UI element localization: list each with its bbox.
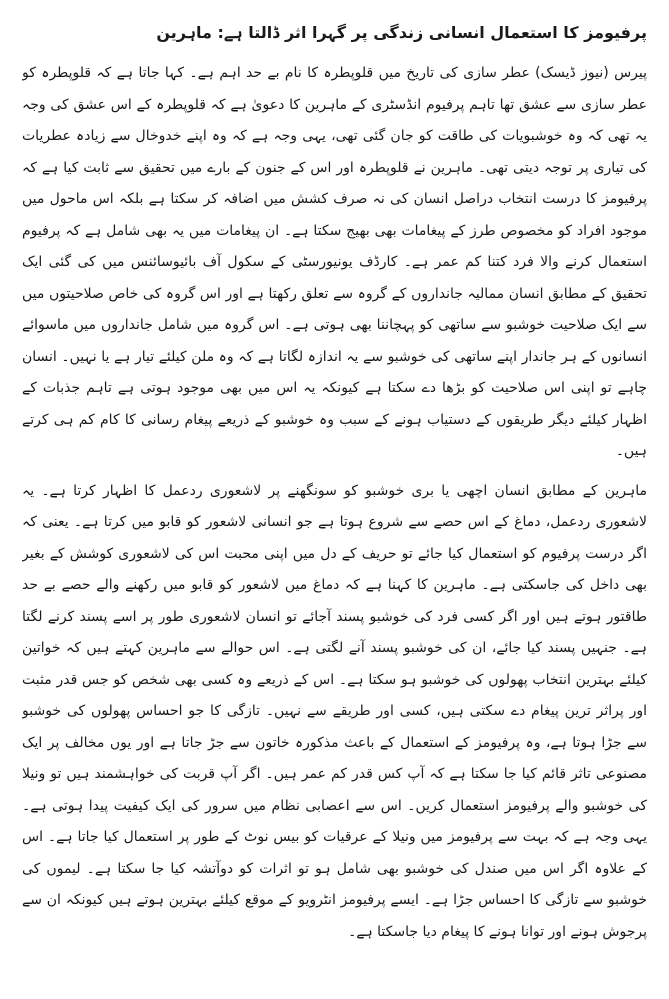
news-article [22, 22, 647, 989]
headline: پرفیومز کا استعمال انسانی زندگی پر گہرا اثر ڈالتا ہے: ماہرین [156, 23, 647, 42]
paragraph-2: ماہرین کے مطابق انسان اچھی یا بری خوشبو کو سونگھنے پر لاشعوری ردعمل کا اظہار کرتا ہے۔ یہ لاشعوری ردعمل، دماغ کے اس حصے سے شروع ہوتا ہے جو انسانی لاشعور کو قابو میں کرتا ہے۔ یعنی کہ اگر درست پرفیوم کو استعمال کیا جائے تو حریف کے دل میں اپنی محبت اس کی لاشعوری کوشش کے بغیر بھی داخل کی جاسکتی ہے۔ ماہرین کا کہنا ہے کہ دماغ میں لاشعور کو قابو میں رکھنے والے حصے بے حد طاقتور ہوتے ہیں اور اگر کسی فرد کی خوشبو پسند آجائے تو انسان لاشعوری طور پر اسے پسند کرنے لگتا ہے۔ جنہیں پسند کیا جائے، ان کی خوشبو پسند آنے لگتی ہے۔ اس حوالے سے ماہرین کہتے ہیں کہ خواتین کیلئے بہترین انتخاب پھولوں کی خوشبو ہو سکتا ہے۔ اس کے ذریعے وہ کسی بھی شخص کو جس قدر مثبت اور پراثر ترین پیغام دے سکتی ہیں، کسی اور طریقے سے نہیں۔ تازگی کا جو احساس پھولوں کی خوشبو سے جڑا ہوتا ہے، وہ پرفیومز کے استعمال کے باعث مذکورہ خاتون سے جڑ جاتا ہے اور یوں مخالف پر ایک مصنوعی تاثر قائم کیا جا سکتا ہے کہ آپ کس قدر کم عمر ہیں۔ اگر آپ قربت کی خواہشمند ہیں تو ونیلا کی خوشبو والے پرفیومز استعمال کریں۔ اس سے اعصابی نظام میں سرور کی ایک کیفیت پیدا ہوتی ہے۔ یہی وجہ ہے کہ بہت سے پرفیومز میں ونیلا کے عرقیات کو بیس نوٹ کے طور پر استعمال کیا جاتا ہے۔ اس کے علاوہ اگر اس میں صندل کی خوشبو بھی شامل ہو تو اثرات کو دوآتشہ کیا جا سکتا ہے۔ لیموں کی خوشبو سے تازگی کا احساس جڑا ہے۔ ایسے پرفیومز انٹرویو کے موقع کیلئے بہترین ہوتے ہیں کیونکہ ان سے پرجوش ہونے اور توانا ہونے کا پیغام دیا جاسکتا ہے۔ [22, 482, 647, 940]
paragraph-1: پیرس (نیوز ڈیسک) عطر سازی کی تاریخ میں قلوپطرہ کا نام بے حد اہم ہے۔ کہا جاتا ہے کہ قلوپطرہ کو عطر سازی سے عشق تھا تاہم پرفیوم انڈسٹری کے ماہرین کا دعویٰ ہے کہ قلوپطرہ کے اس عشق کی وجہ یہ تھی کہ وہ خوشبویات کی طاقت کو جان گئی تھی، یہی وجہ ہے کہ وہ اپنے خدوخال سے زیادہ عطریات کی تیاری پر توجہ دیتی تھی۔ ماہرین نے قلوپطرہ اور اس کے جنون کے بارے میں تحقیق سے ثابت کیا ہے کہ پرفیومز کا درست انتخاب دراصل انسان کی نہ صرف کشش میں اضافہ کر سکتا ہے بلکہ اس ماحول میں موجود افراد کو مخصوص طرز کے پیغامات بھی بھیج سکتا ہے۔ ان پیغامات میں یہ بھی شامل ہے کہ پرفیوم استعمال کرنے والا فرد کتنا کم عمر ہے۔ کارڈف یونیورسٹی کے سکول آف بائیوسائنس میں کی گئی ایک تحقیق کے مطابق انسان ممالیہ جانداروں کے گروہ سے تعلق رکھتا ہے اور اس گروہ کی خاص صلاحیتوں میں سے ایک صلاحیت خوشبو سے ساتھی کو پہچاننا بھی ہوتی ہے۔ اس گروہ میں شامل جانداروں میں ماسوائے انسانوں کے ہر جاندار اپنے ساتھی کی خوشبو سے یہ اندازہ لگاتا ہے کہ وہ ملن کیلئے تیار ہے یا نہیں۔ انسان چاہے تو اپنی اس صلاحیت کو بڑھا دے سکتا ہے کیونکہ یہ اس میں بھی موجود ہوتی ہے تاہم جذبات کے اظہار کیلئے دیگر طریقوں کے دستیاب ہونے کے سبب وہ خوشبو کے ذریعے پیغام رسانی کا کام کم ہی کرتے ہیں۔ [22, 65, 647, 459]
